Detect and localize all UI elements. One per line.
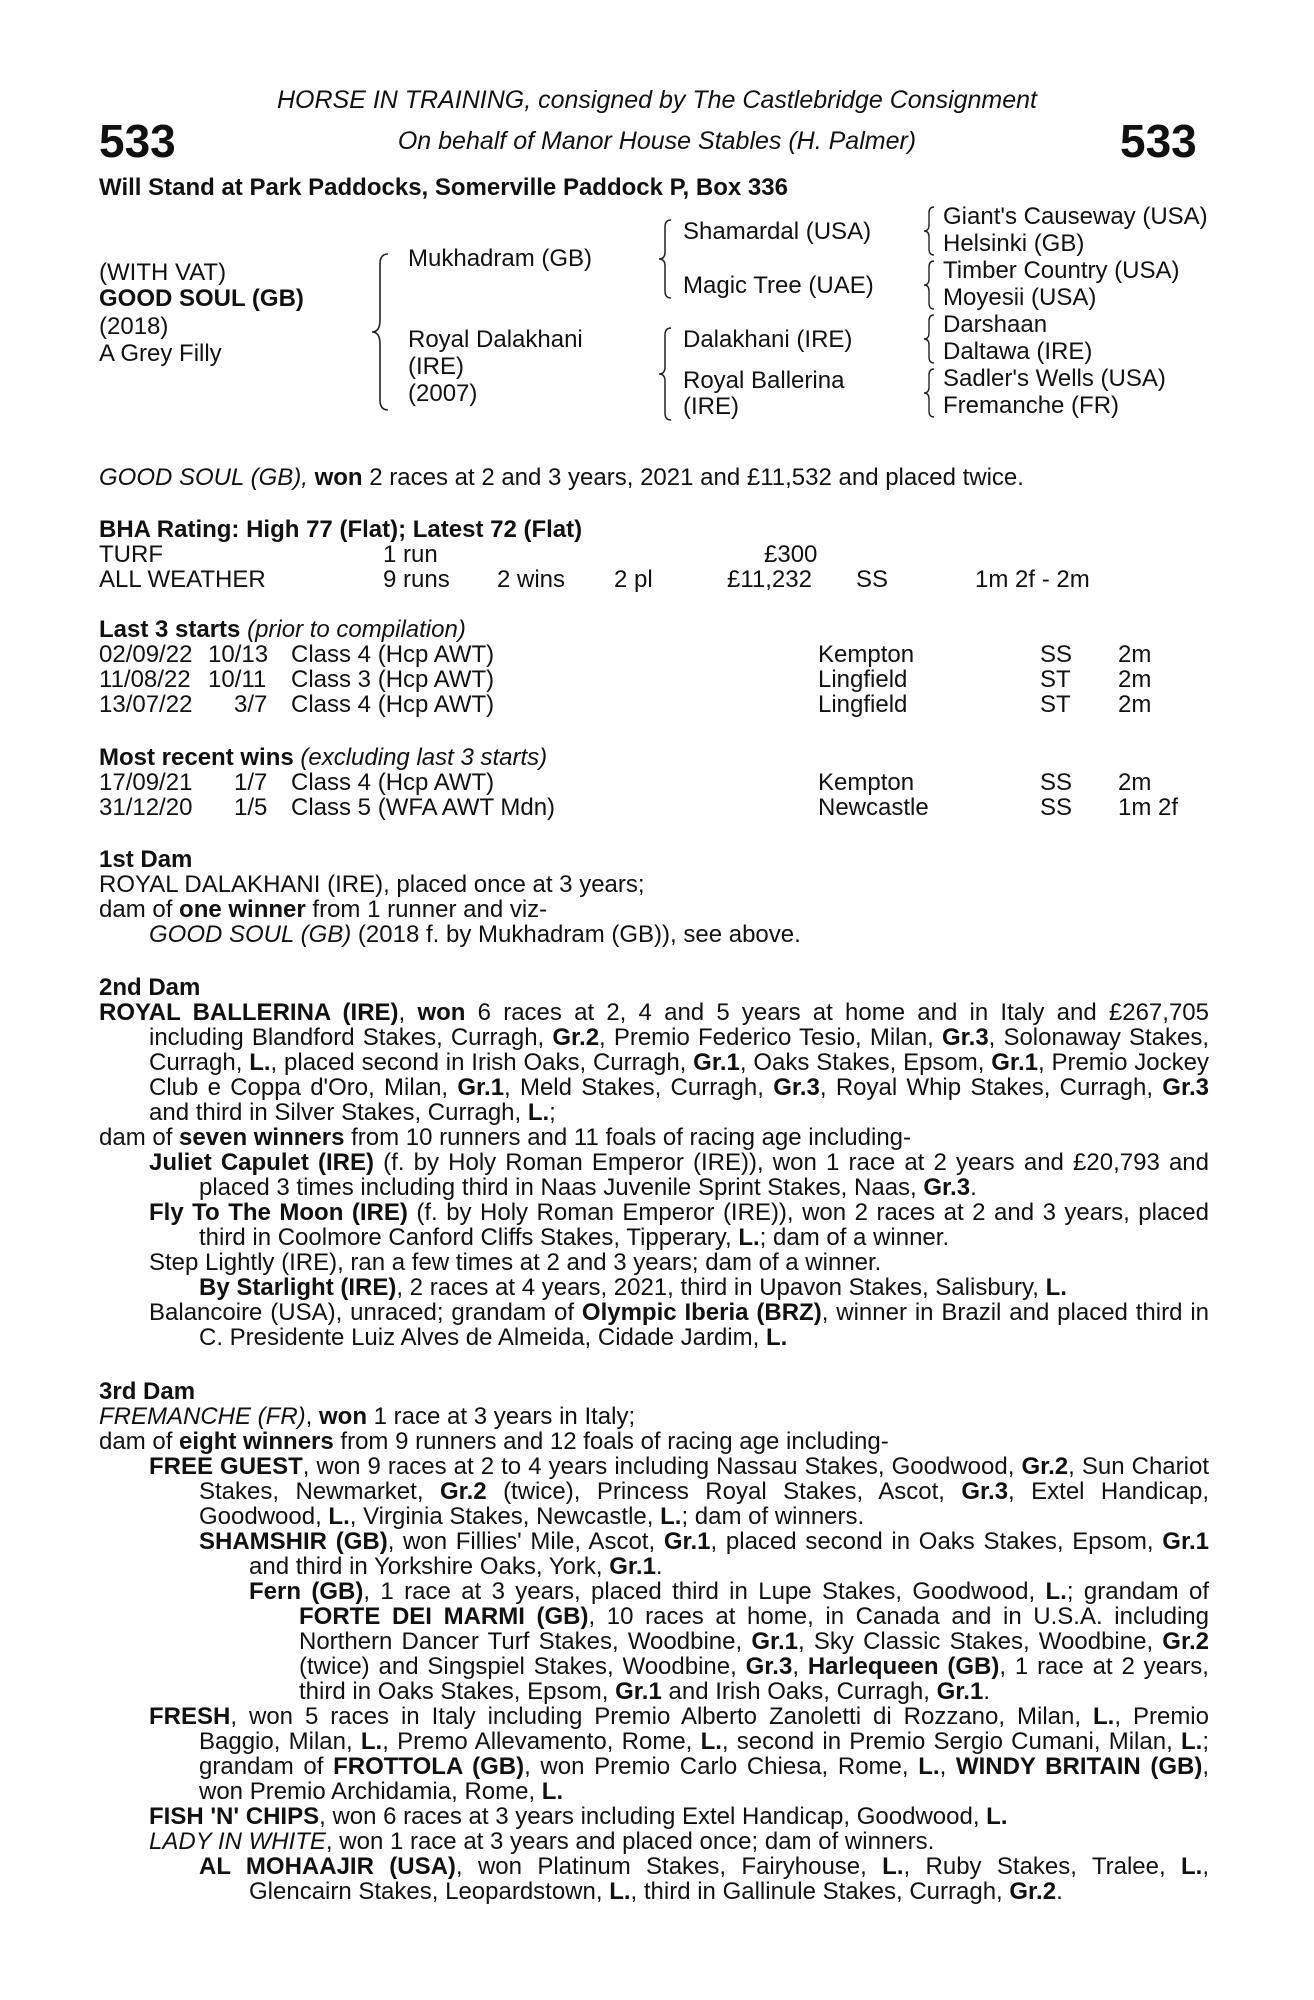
progeny-name: Olympic Iberia (BRZ) [581, 1299, 822, 1326]
text: , won 6 races at 3 years including Extel Handicap, Goodwood, [319, 1803, 987, 1830]
vat-label: (WITH VAT) [99, 259, 227, 286]
text: , Sun Chariot Stakes, Newmarket, [199, 1453, 1209, 1505]
text: ; dam of a winner. [759, 1224, 950, 1251]
list-item [99, 1579, 1209, 1704]
dam-dam-dam: Fremanche (FR) [943, 392, 1120, 419]
text: from 9 runners and 12 foals of racing age including- [333, 1428, 889, 1455]
first-dam-title: 1st Dam [99, 846, 193, 873]
text: (twice), Princess Royal Stakes, Ascot, [486, 1478, 962, 1505]
grade: Gr.3 [923, 1174, 971, 1201]
grade: L. [328, 1503, 350, 1530]
text: dam of [99, 1428, 180, 1455]
text: , won 5 races in Italy including Premio Alberto Zanoletti di Rozzano, Milan, [230, 1703, 1093, 1730]
text: , won Platinum Stakes, Fairyhouse, [455, 1853, 883, 1880]
rating-runs: 9 runs [383, 566, 450, 593]
progeny-name: FORTE DEI MARMI (GB) [299, 1603, 589, 1630]
text: (twice) and Singspiel Stakes, Woodbine, [299, 1653, 746, 1680]
grade: Gr.2 [1162, 1628, 1209, 1655]
grade: L. [918, 1753, 940, 1780]
third-dam-record [99, 1404, 1209, 1429]
text: , won 9 races at 2 to 4 years including Nassau Stakes, Goodwood, [302, 1453, 1022, 1480]
highlight: eight winners [179, 1428, 334, 1455]
sire-dam-dam: Moyesii (USA) [943, 284, 1097, 311]
start-distance: 2m [1118, 666, 1152, 693]
sire-sire-sire: Giant's Causeway (USA) [943, 203, 1208, 230]
brace-main [368, 252, 392, 412]
text: (f. by Holy Roman Emperor (IRE)), won 2 races at 2 and 3 years, placed third in Coolmore Canford Cliffs Stakes, Tipperary, [199, 1199, 1209, 1251]
third-dam-title: 3rd Dam [99, 1378, 196, 1405]
text: , [792, 1653, 808, 1680]
last-starts-section [99, 617, 1209, 717]
stand-location: Will Stand at Park Paddocks, Somerville Paddock P, Box 336 [99, 174, 788, 201]
grade: L. [1045, 1578, 1067, 1605]
grade: Gr.1 [609, 1553, 656, 1580]
grade: Gr.2 [1021, 1453, 1069, 1480]
table-row [99, 642, 1209, 667]
grade: Gr.1 [751, 1628, 799, 1655]
table-row [99, 770, 1209, 795]
rating-placed: 2 pl [614, 566, 653, 593]
text: , placed second in Irish Oaks, Curragh, [270, 1049, 694, 1076]
text: . [1056, 1878, 1063, 1905]
progeny-name: FROTTOLA (GB) [333, 1753, 525, 1780]
text: dam of [99, 896, 180, 923]
horse-year: (2018) [99, 313, 169, 340]
list-item [99, 1529, 1209, 1579]
summary-won: won [314, 464, 363, 491]
grade: Gr.3 [1162, 1074, 1209, 1101]
text: , Oaks Stakes, Epsom, [739, 1049, 992, 1076]
grade: L. [1045, 1274, 1067, 1301]
text: from 1 runner and viz- [305, 896, 548, 923]
horse-name: GOOD SOUL (GB) [99, 285, 304, 312]
start-position: 10/11 [208, 666, 267, 693]
sire-name: Mukhadram (GB) [408, 245, 593, 272]
rating-title: BHA Rating: High 77 (Flat); Latest 72 (Flat) [99, 516, 583, 543]
progeny-name: WINDY BRITAIN (GB) [955, 1753, 1203, 1780]
first-dam-section [99, 847, 1209, 947]
progeny-name: FREE GUEST [149, 1453, 303, 1480]
text: , won 1 race at 3 years and placed once; dam of winners. [325, 1828, 935, 1855]
text: , Ruby Stakes, Tralee, [903, 1853, 1181, 1880]
text: ; grandam of [1066, 1578, 1209, 1605]
text: , Sky Classic Stakes, Woodbine, [798, 1628, 1163, 1655]
grade: L. [882, 1853, 904, 1880]
grade: Gr.2 [552, 1024, 600, 1051]
start-date: 13/07/22 [99, 691, 193, 718]
list-item [99, 1150, 1209, 1200]
text: ; [549, 1099, 556, 1126]
grade: L. [738, 1224, 760, 1251]
grade: Gr.1 [1162, 1528, 1209, 1555]
progeny-name: Fly To The Moon (IRE) [149, 1199, 408, 1226]
text: , Premio Federico Tesio, Milan, [599, 1024, 942, 1051]
text: , second in Premio Sergio Cumani, Milan, [721, 1728, 1181, 1755]
rating-distance: 1m 2f - 2m [975, 566, 1090, 593]
brace-dd [921, 367, 937, 419]
text: (2018 f. by Mukhadram (GB)), see above. [351, 921, 801, 948]
text: , Premio Baggio, Milan, [199, 1703, 1209, 1755]
text: , [305, 1403, 319, 1430]
text: . [983, 1678, 990, 1705]
progeny-name: Harlequeen (GB) [807, 1653, 1000, 1680]
text: won [319, 1403, 367, 1430]
grade: L. [700, 1728, 722, 1755]
list-item [99, 1704, 1209, 1804]
text: , winner in Brazil and placed third in C. Presidente Luiz Alves de Almeida, Cidade Jardim, [199, 1299, 1209, 1351]
grade: Gr.1 [663, 1528, 711, 1555]
rating-section [99, 517, 1209, 592]
text: , placed second in Oaks Stakes, Epsom, [710, 1528, 1163, 1555]
dam-sire-sire: Darshaan [943, 311, 1048, 338]
progeny-name: Juliet Capulet (IRE) [149, 1149, 374, 1176]
text: , Premo Allevamento, Rome, [382, 1728, 701, 1755]
second-dam-record [99, 1000, 1209, 1125]
grade: L. [609, 1878, 631, 1905]
progeny-name: FISH 'N' CHIPS [149, 1803, 320, 1830]
progeny-name: GOOD SOUL (GB) [149, 921, 352, 948]
text: 1 race at 3 years in Italy; [367, 1403, 636, 1430]
sire-sire: Shamardal (USA) [683, 218, 872, 245]
recent-wins-note: (excluding last 3 starts) [293, 744, 548, 771]
text: , won Premio Carlo Chiesa, Rome, [524, 1753, 919, 1780]
win-date: 17/09/21 [99, 769, 193, 796]
grade: Gr.3 [773, 1074, 820, 1101]
start-distance: 2m [1118, 641, 1152, 668]
start-class: Class 3 (Hcp AWT) [291, 666, 495, 693]
dam-name-line1: Royal Dalakhani [408, 326, 583, 353]
grade: L. [1181, 1853, 1203, 1880]
win-distance: 1m 2f [1118, 794, 1179, 821]
dam-name: FREMANCHE (FR) [99, 1403, 306, 1430]
start-distance: 2m [1118, 691, 1152, 718]
second-dam-section [99, 975, 1209, 1350]
grade: L. [541, 1778, 564, 1805]
grade: Gr.1 [615, 1678, 662, 1705]
grade: Gr.1 [936, 1678, 984, 1705]
win-class: Class 5 (WFA AWT Mdn) [291, 794, 556, 821]
race-summary [99, 465, 1209, 490]
highlight: seven winners [179, 1124, 345, 1151]
text: , won Premio Archidamia, Rome, [199, 1753, 1210, 1805]
list-item [99, 1829, 1209, 1854]
text: 6 races at 2, 4 and 5 years at home and in Italy and £267,705 including Blandford Stakes, Curragh, [149, 999, 1209, 1051]
third-dam-section [99, 1379, 1209, 1904]
list-item [99, 1300, 1209, 1350]
text: , 1 race at 2 years, third in Oaks Stakes, Epsom, [299, 1653, 1209, 1705]
text: dam of [99, 1124, 180, 1151]
horse-description: A Grey Filly [99, 340, 222, 367]
text: (f. by Holy Roman Emperor (IRE)), won 1 race at 2 years and £20,793 and placed 3 times including third in Naas Juvenile Sprint Stakes, Naas, [199, 1149, 1209, 1201]
start-position: 3/7 [234, 691, 268, 718]
list-item [99, 1200, 1209, 1250]
sire-dam-sire: Timber Country (USA) [943, 257, 1180, 284]
text: from 10 runners and 11 foals of racing age including- [344, 1124, 912, 1151]
second-dam-produce [99, 1125, 1209, 1150]
brace-sd [921, 259, 937, 311]
start-date: 11/08/22 [99, 666, 191, 693]
text: , [398, 999, 418, 1026]
dam-dam-line2: (IRE) [683, 393, 739, 420]
brace-ds [921, 313, 937, 365]
on-behalf-line: On behalf of Manor House Stables (H. Palmer) [397, 127, 917, 155]
last-starts-note: (prior to compilation) [240, 616, 466, 643]
grade: Gr.3 [745, 1653, 793, 1680]
lot-number-right: 533 [1120, 115, 1197, 167]
brace-dam [656, 326, 674, 422]
lot-number-left: 533 [99, 115, 176, 167]
start-course: Lingfield [818, 666, 908, 693]
start-going: ST [1040, 691, 1071, 718]
dam-name-line2: (IRE) [408, 353, 464, 380]
grade: Gr.1 [991, 1049, 1038, 1076]
brace-sire [656, 218, 674, 300]
text: ; dam of winners. [681, 1503, 865, 1530]
win-course: Newcastle [818, 794, 929, 821]
progeny-name: LADY IN WHITE [149, 1828, 326, 1855]
text: and third in Silver Stakes, Curragh, [149, 1099, 528, 1126]
start-course: Lingfield [818, 691, 908, 718]
text: , won Fillies' Mile, Ascot, [387, 1528, 664, 1555]
dam-dam-sire: Sadler's Wells (USA) [943, 365, 1166, 392]
rating-wins: 2 wins [497, 566, 566, 593]
dam-sire: Dalakhani (IRE) [683, 326, 853, 353]
sire-sire-dam: Helsinki (GB) [943, 230, 1085, 257]
last-starts-title: Last 3 starts [99, 616, 241, 643]
win-going: SS [1040, 794, 1073, 821]
grade: Gr.3 [941, 1024, 989, 1051]
win-going: SS [1040, 769, 1073, 796]
text: , Meld Stakes, Curragh, [504, 1074, 774, 1101]
start-date: 02/09/22 [99, 641, 193, 668]
recent-wins-section [99, 745, 1209, 820]
text: , third in Gallinule Stakes, Curragh, [630, 1878, 1010, 1905]
grade: L. [1093, 1703, 1115, 1730]
grade: L. [660, 1503, 682, 1530]
table-row [99, 692, 1209, 717]
text: , Virginia Stakes, Newcastle, [349, 1503, 661, 1530]
recent-wins-title: Most recent wins [99, 744, 294, 771]
table-row [99, 795, 1209, 820]
text: , Glencairn Stakes, Leopardstown, [249, 1853, 1209, 1905]
text: , 10 races at home, in Canada and in U.S.A. including Northern Dancer Turf Stakes, Woodbine, [299, 1603, 1210, 1655]
grade: Gr.3 [961, 1478, 1009, 1505]
grade: L. [360, 1728, 383, 1755]
text: , Solonaway Stakes, Curragh, [149, 1024, 1210, 1076]
start-going: ST [1040, 666, 1071, 693]
grade: L. [1180, 1728, 1203, 1755]
rating-prize: £300 [764, 541, 818, 568]
win-class: Class 4 (Hcp AWT) [291, 769, 495, 796]
grade: L. [986, 1803, 1008, 1830]
grade: L. [765, 1324, 788, 1351]
rating-row-turf [99, 542, 1209, 567]
table-row [99, 667, 1209, 692]
progeny-name: AL MOHAAJIR (USA) [199, 1853, 456, 1880]
text: . [655, 1553, 663, 1580]
brace-ss [921, 205, 937, 257]
rating-runs: 1 run [383, 541, 438, 568]
grade: L. [249, 1049, 271, 1076]
sire-dam: Magic Tree (UAE) [683, 272, 874, 299]
progeny-name: SHAMSHIR (GB) [199, 1528, 388, 1555]
grade: Gr.1 [693, 1049, 740, 1076]
grade: Gr.1 [457, 1074, 505, 1101]
grade: L. [527, 1099, 550, 1126]
win-position: 1/7 [234, 769, 268, 796]
start-going: SS [1040, 641, 1073, 668]
dam-name-line3: (2007) [408, 380, 478, 407]
text: ; grandam of [199, 1728, 1209, 1780]
start-class: Class 4 (Hcp AWT) [291, 641, 495, 668]
progeny-name: FRESH [149, 1703, 231, 1730]
rating-row-aw [99, 567, 1209, 592]
list-item: Step Lightly (IRE), ran a few times at 2 and 3 years; dam of a winner. [149, 1249, 882, 1276]
dam-sire-dam: Daltawa (IRE) [943, 338, 1093, 365]
list-item [99, 1804, 1209, 1829]
text: , [939, 1753, 956, 1780]
text: . [970, 1174, 977, 1201]
text: won [417, 999, 466, 1026]
progeny-name: By Starlight (IRE) [199, 1274, 397, 1301]
grade: Gr.2 [439, 1478, 487, 1505]
rating-going: SS [856, 566, 889, 593]
second-dam-title: 2nd Dam [99, 974, 201, 1001]
win-distance: 2m [1118, 769, 1152, 796]
list-item [99, 1275, 1209, 1300]
list-item [99, 1854, 1209, 1904]
start-position: 10/13 [208, 641, 269, 668]
third-dam-produce [99, 1429, 1209, 1454]
win-date: 31/12/20 [99, 794, 193, 821]
win-course: Kempton [818, 769, 915, 796]
text: , Premio Jockey Club e Coppa d'Oro, Milan, [149, 1049, 1209, 1101]
list-item [99, 1454, 1209, 1529]
summary-name: GOOD SOUL (GB), [99, 464, 308, 491]
text: and third in Yorkshire Oaks, York, [249, 1553, 610, 1580]
summary-rest: 2 races at 2 and 3 years, 2021 and £11,532 and placed twice. [362, 464, 1024, 491]
progeny-name: Fern (GB) [249, 1578, 364, 1605]
dam-dam-line1: Royal Ballerina [683, 367, 845, 394]
text: , Royal Whip Stakes, Curragh, [819, 1074, 1163, 1101]
text: Balancoire (USA), unraced; grandam of [149, 1299, 582, 1326]
first-dam-line: ROYAL DALAKHANI (IRE), placed once at 3 years; [99, 871, 645, 898]
text: , Extel Handicap, Goodwood, [199, 1478, 1209, 1530]
win-position: 1/5 [234, 794, 268, 821]
start-course: Kempton [818, 641, 915, 668]
rating-prize: £11,232 [727, 566, 812, 593]
rating-surface: TURF [99, 541, 163, 568]
start-class: Class 4 (Hcp AWT) [291, 691, 495, 718]
dam-name: ROYAL BALLERINA (IRE) [99, 999, 399, 1026]
highlight: one winner [179, 896, 306, 923]
rating-surface: ALL WEATHER [99, 566, 266, 593]
grade: Gr.2 [1009, 1878, 1057, 1905]
text: , 1 race at 3 years, placed third in Lupe Stakes, Goodwood, [363, 1578, 1046, 1605]
consignor-line: HORSE IN TRAINING, consigned by The Castlebridge Consignment [276, 86, 1038, 114]
text: , 2 races at 4 years, 2021, third in Upavon Stakes, Salisbury, [396, 1274, 1046, 1301]
text: and Irish Oaks, Curragh, [661, 1678, 937, 1705]
